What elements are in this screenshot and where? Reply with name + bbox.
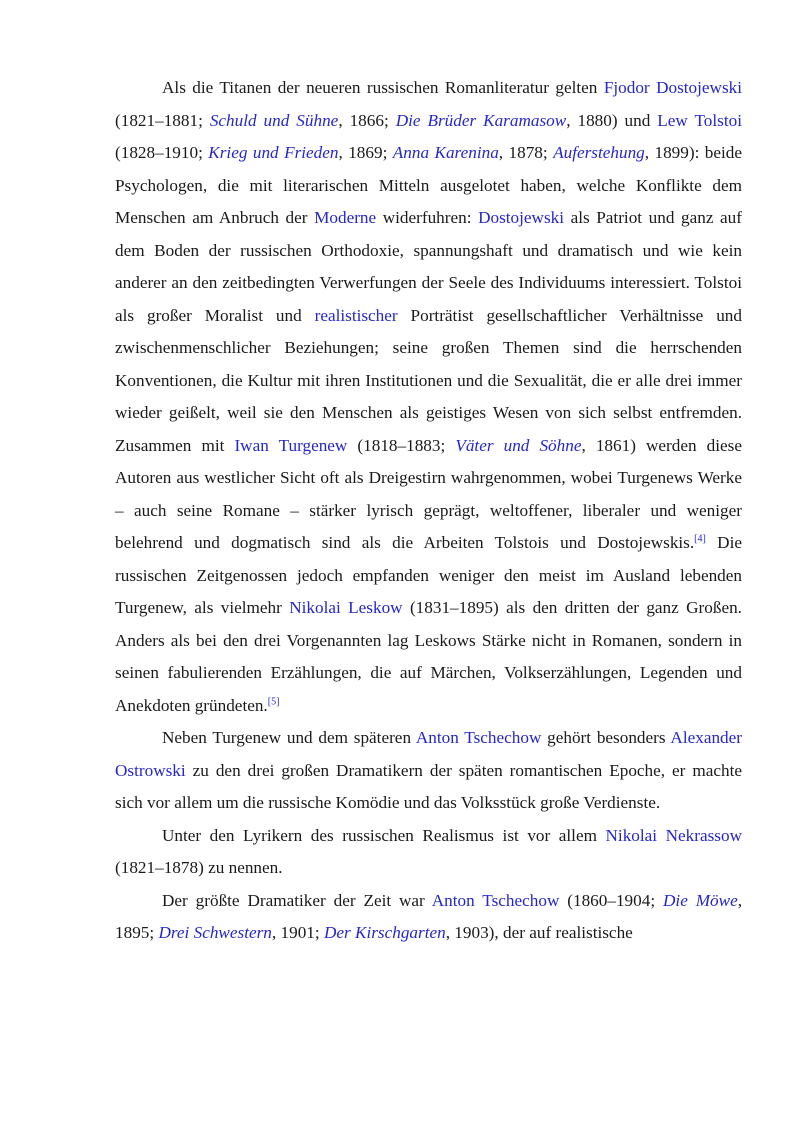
text: (1828–1910; [115,143,209,162]
paragraph-russian-novelists [115,72,742,722]
text: , 1866; [338,110,396,130]
paragraph-dramatists [115,722,742,820]
paragraph-lyricists [115,820,742,885]
link-die-brueder-karamasow[interactable]: Die Brüder Karamasow [395,110,567,130]
link-schuld-und-suehne[interactable]: Schuld und Sühne [209,110,339,130]
link-alexander-ostrowski[interactable]: Alexander Ostrowski [115,728,742,780]
footnote-ref-4[interactable]: [4] [694,533,706,545]
text: Neben Turgenew und dem späteren [162,728,416,747]
link-realistischer[interactable]: realistischer [314,305,398,325]
link-moderne[interactable]: Moderne [314,208,377,227]
text: Porträtist gesellschaftlicher Verhältnisse und zwischenmenschlicher Beziehungen; seine großen Themen sind die herrschenden Konventionen, die Kultur mit ihren Institutionen und die Sexualität, die er alle drei immer wieder geißelt, weil sie den Menschen als geistiges Wesen von sich selbst entfremden. Zusammen mit [115,305,742,455]
text: (1831–1895) als den dritten der ganz Großen. Anders als bei den drei Vorgenannten lag Leskows Stärke nicht in Romanen, sondern in seinen fabulierenden Erzählungen, die auf Märchen, Volkserzählungen, Legenden und Anekdoten gründeten. [115,598,742,715]
text: widerfuhren: [376,208,479,227]
text: (1818–1883; [347,435,456,455]
text: als Patriot und ganz auf dem Boden der russischen Orthodoxie, spannungshaft und dramatisch und wie kein anderer an den zeitbedingten Verwerfungen der Seele des Individuums interessiert. Tolstoi als großer Moralist und [115,208,742,325]
paragraph-tschechow [115,885,742,950]
link-die-moewe[interactable]: Die Möwe [663,890,738,910]
link-dostojewski[interactable]: Dostojewski [478,208,564,227]
text: (1821–1878) zu nennen. [115,858,283,877]
text: , 1869; [338,143,393,162]
link-der-kirschgarten[interactable]: Der Kirschgarten [323,923,446,942]
link-lew-tolstoi[interactable]: Lew Tolstoi [657,110,742,130]
link-auferstehung[interactable]: Auferstehung [553,143,645,162]
text: , 1899): beide Psychologen, die mit literarischen Mitteln ausgelotet haben, welche Konflikte dem Menschen am Anbruch der [115,143,743,227]
link-anton-tschechow[interactable]: Anton Tschechow [431,890,560,910]
link-anna-karenina[interactable]: Anna Karenina [392,143,499,162]
link-nikolai-nekrassow[interactable]: Nikolai Nekrassow [605,825,742,845]
link-fjodor-dostojewski[interactable]: Fjodor Dostojewski [603,78,743,97]
text: , 1878; [498,143,554,162]
text: Unter den Lyrikern des russischen Realismus ist vor allem [162,825,606,845]
text: , 1903), der auf realistische [445,923,633,942]
text: zu den drei großen Dramatikern der späten romantischen Epoche, er machte sich vor allem um die russische Komödie und das Volksstück große Verdienste. [115,760,742,812]
link-drei-schwestern[interactable]: Drei Schwestern [158,923,272,942]
text: , 1895; [115,890,743,942]
link-nikolai-leskow[interactable]: Nikolai Leskow [289,598,403,617]
text: , 1861) werden diese Autoren aus westlicher Sicht oft als Dreigestirn wahrgenommen, wobei Turgenews Werke – auch seine Romane – stärker lyrisch geprägt, weltoffener, liberaler und weniger belehrend und dogmatisch sind als die Arbeiten Tolstois und Dostojewskis. [115,435,742,552]
link-krieg-und-frieden[interactable]: Krieg und Frieden [208,143,339,162]
link-vaeter-und-soehne[interactable]: Väter und Söhne [455,435,582,455]
document-body [115,72,742,950]
text: , 1901; [271,923,324,942]
link-iwan-turgenew[interactable]: Iwan Turgenew [234,435,348,455]
text: Der größte Dramatiker der Zeit war [162,890,432,910]
text: Die russischen Zeitgenossen jedoch empfanden weniger den meist im Ausland lebenden Turgenew, als vielmehr [115,533,742,617]
text: (1821–1881; [115,110,210,130]
link-anton-tschechow[interactable]: Anton Tschechow [415,728,542,747]
text: , 1880) und [566,110,658,130]
footnote-ref-5[interactable]: [5] [267,695,280,707]
text: Als die Titanen der neueren russischen Romanliteratur gelten [162,78,604,97]
text: gehört besonders [541,728,671,747]
text: (1860–1904; [559,890,663,910]
